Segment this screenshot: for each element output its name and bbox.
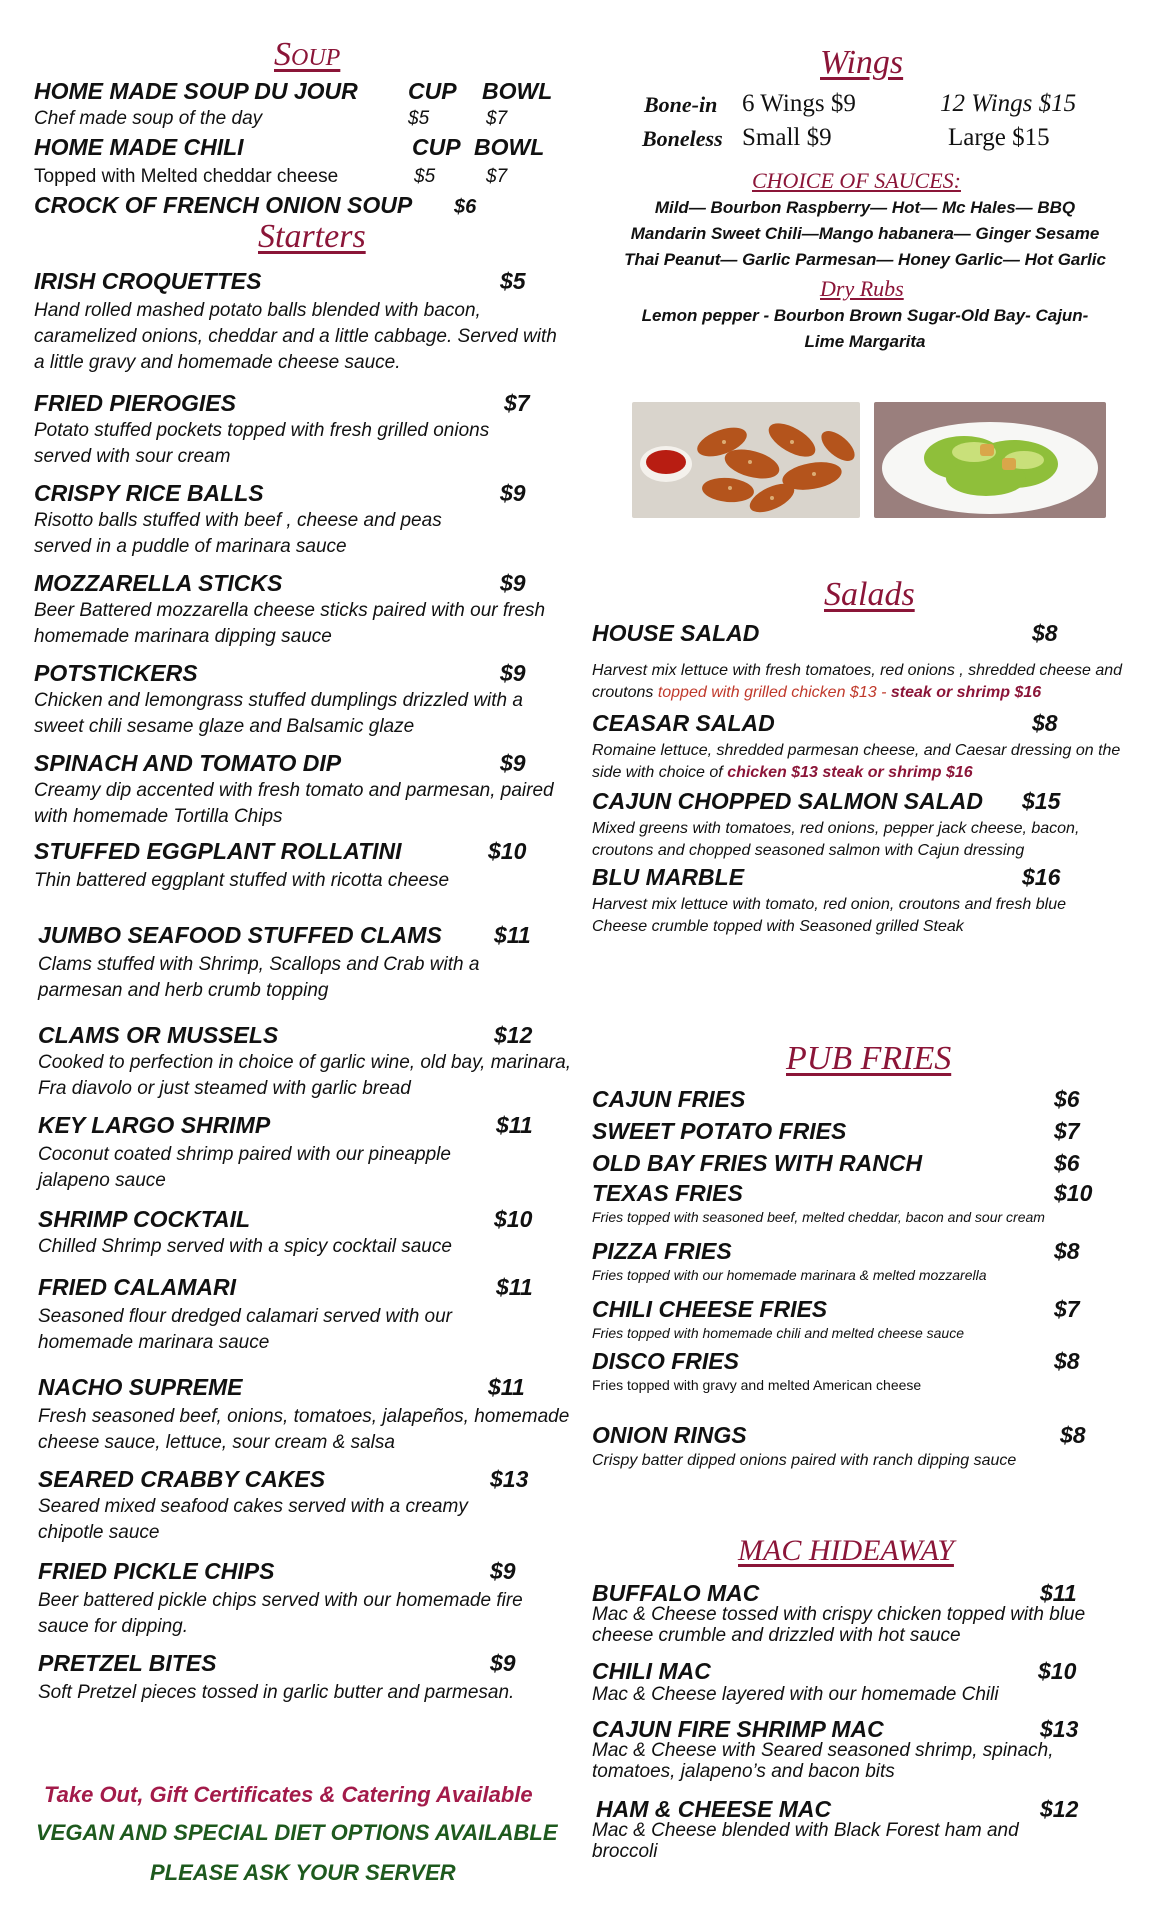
fries-title: PUB FRIES [786, 1040, 952, 1077]
rubs-line2: Lime Margarita [804, 332, 926, 351]
chili-cup-price: $5 [414, 166, 436, 187]
soup-cup-price: $5 [408, 108, 430, 129]
fries-desc: Crispy batter dipped onions paired with ranch dipping sauce [592, 1452, 1017, 1469]
mac-title: MAC HIDEAWAY [738, 1534, 954, 1567]
fries-price: $6 [1054, 1086, 1080, 1112]
starter-name: PRETZEL BITES [38, 1650, 217, 1676]
starter-price: $11 [488, 1374, 525, 1400]
mac-name: CAJUN FIRE SHRIMP MAC [592, 1716, 884, 1742]
starter-name: NACHO SUPREME [38, 1374, 243, 1400]
starter-desc: Beer Battered mozzarella cheese sticks paired with our fresh homemade marinara dipping sauce [34, 600, 546, 647]
starter-name: SHRIMP COCKTAIL [38, 1206, 251, 1232]
starter-name: CLAMS OR MUSSELS [38, 1022, 279, 1048]
sauces-line1: Mild— Bourbon Raspberry— Hot— Mc Hales— BBQ [654, 198, 1076, 217]
bonein-large: 12 Wings $15 [940, 90, 1077, 117]
starter-name: JUMBO SEAFOOD STUFFED CLAMS [38, 922, 442, 948]
starter-price: $9 [500, 570, 526, 596]
salads-title: Salads [824, 576, 915, 613]
starter-price: $9 [490, 1558, 516, 1584]
starter-price: $11 [496, 1274, 533, 1300]
fries-price: $7 [1054, 1296, 1080, 1322]
starter-price: $9 [500, 480, 526, 506]
mac-name: HAM & CHEESE MAC [596, 1796, 832, 1822]
fries-name: CAJUN FRIES [592, 1086, 746, 1112]
starter-name: IRISH CROQUETTES [34, 268, 262, 294]
mac-desc: Mac & Cheese blended with Black Forest ham and broccoli [592, 1820, 1019, 1862]
footer-ask-server: PLEASE ASK YOUR SERVER [150, 1860, 456, 1885]
salad-desc: Harvest mix lettuce with tomato, red onion, croutons and fresh blue Cheese crumble topped with Seasoned grilled Steak [592, 896, 1067, 935]
fries-name: DISCO FRIES [592, 1348, 739, 1374]
salad-name: CEASAR SALAD [592, 710, 775, 736]
rubs-title: Dry Rubs [820, 276, 904, 301]
soup-title: Soup [274, 36, 341, 73]
salad-photo [874, 402, 1106, 518]
mac-desc: Mac & Cheese with Seared seasoned shrimp, spinach, tomatoes, jalapeno’s and bacon bits [592, 1740, 1054, 1782]
fries-desc: Fries topped with gravy and melted American cheese [592, 1377, 922, 1393]
starter-desc: Soft Pretzel pieces tossed in garlic butter and parmesan. [38, 1682, 515, 1703]
salad-price: $16 [1022, 864, 1061, 890]
chili-bowl-label: BOWL [474, 134, 545, 160]
starter-desc: Risotto balls stuffed with beef , cheese and peas served in a puddle of marinara sauce [34, 510, 442, 557]
starter-price: $10 [488, 838, 527, 864]
starter-price: $7 [504, 390, 530, 416]
fries-price: $10 [1054, 1180, 1093, 1206]
bonein-small: 6 Wings $9 [742, 90, 856, 117]
starter-desc: Coconut coated shrimp paired with our pineapple jalapeno sauce [38, 1144, 451, 1191]
fries-desc: Fries topped with seasoned beef, melted cheddar, bacon and sour cream [592, 1209, 1045, 1225]
starter-price: $9 [490, 1650, 516, 1676]
mac-name: BUFFALO MAC [592, 1580, 760, 1606]
fries-name: PIZZA FRIES [592, 1238, 732, 1264]
sauces-line3: Thai Peanut— Garlic Parmesan— Honey Garlic— Hot Garlic [624, 250, 1106, 269]
mac-name: CHILI MAC [592, 1658, 711, 1684]
chili-bowl-price: $7 [486, 166, 508, 187]
starter-desc: Seared mixed seafood cakes served with a creamy chipotle sauce [38, 1496, 468, 1543]
mac-price: $12 [1040, 1796, 1079, 1822]
starter-name: SEARED CRABBY CAKES [38, 1466, 326, 1492]
starter-desc: Chicken and lemongrass stuffed dumplings drizzled with a sweet chili sesame glaze and Balsamic glaze [34, 690, 523, 737]
salad-price: $15 [1022, 788, 1061, 814]
salad-desc: Harvest mix lettuce with fresh tomatoes, red onions , shredded cheese and croutons topped with grilled chicken $13 - steak or shrimp $16 [592, 662, 1123, 701]
sauces-title: CHOICE OF SAUCES: [752, 168, 961, 193]
fries-desc: Fries topped with homemade chili and melted cheese sauce [592, 1325, 964, 1341]
starter-name: FRIED CALAMARI [38, 1274, 237, 1300]
soup-bowl-price: $7 [486, 108, 508, 129]
starter-price: $12 [494, 1022, 533, 1048]
fries-price: $6 [1054, 1150, 1080, 1176]
onion-soup-price: $6 [454, 196, 477, 218]
footer-vegan: VEGAN AND SPECIAL DIET OPTIONS AVAILABLE [36, 1820, 558, 1845]
starters-title: Starters [258, 218, 366, 255]
mac-desc: Mac & Cheese layered with our homemade Chili [592, 1684, 999, 1705]
wings-photo [632, 402, 860, 518]
starter-desc: Hand rolled mashed potato balls blended with bacon, caramelized onions, cheddar and a little cabbage. Served with a little gravy and homemade cheese sauce. [34, 300, 557, 373]
starter-price: $11 [496, 1112, 533, 1138]
fries-name: SWEET POTATO FRIES [592, 1118, 847, 1144]
chili-item-name: HOME MADE CHILI [34, 134, 244, 160]
starter-desc: Beer battered pickle chips served with our homemade fire sauce for dipping. [38, 1590, 523, 1637]
salad-name: CAJUN CHOPPED SALMON SALAD [592, 788, 984, 814]
starter-desc: Clams stuffed with Shrimp, Scallops and Crab with a parmesan and herb crumb topping [38, 954, 480, 1001]
starter-name: KEY LARGO SHRIMP [38, 1112, 271, 1138]
fries-name: ONION RINGS [592, 1422, 747, 1448]
salad-price: $8 [1032, 620, 1058, 646]
fries-price: $8 [1054, 1238, 1080, 1264]
chili-item-desc: Topped with Melted cheddar cheese [34, 166, 339, 187]
fries-price: $7 [1054, 1118, 1080, 1144]
footer-takeout: Take Out, Gift Certificates & Catering Available [44, 1782, 533, 1807]
starter-name: FRIED PICKLE CHIPS [38, 1558, 275, 1584]
soup-cup-label: CUP [408, 78, 457, 104]
wings-title: Wings [820, 44, 904, 81]
starter-desc: Fresh seasoned beef, onions, tomatoes, jalapeños, homemade cheese sauce, lettuce, sour cream & salsa [38, 1406, 570, 1453]
mac-desc: Mac & Cheese tossed with crispy chicken topped with blue cheese crumble and drizzled with hot sauce [592, 1604, 1086, 1646]
starter-desc: Seasoned flour dredged calamari served with our homemade marinara sauce [38, 1306, 453, 1353]
fries-price: $8 [1060, 1422, 1086, 1448]
rubs-line1: Lemon pepper - Bourbon Brown Sugar-Old Bay- Cajun- [641, 306, 1089, 325]
salad-name: HOUSE SALAD [592, 620, 760, 646]
sauces-line2: Mandarin Sweet Chili—Mango habanera— Ginger Sesame [630, 224, 1100, 243]
mac-price: $13 [1040, 1716, 1079, 1742]
fries-name: CHILI CHEESE FRIES [592, 1296, 828, 1322]
soup-item-name: HOME MADE SOUP DU JOUR [34, 78, 358, 104]
soup-item-desc: Chef made soup of the day [34, 108, 263, 129]
mac-price: $11 [1040, 1580, 1077, 1606]
starter-desc: Chilled Shrimp served with a spicy cocktail sauce [38, 1236, 452, 1257]
boneless-label: Boneless [642, 126, 723, 151]
salad-price: $8 [1032, 710, 1058, 736]
starter-name: POTSTICKERS [34, 660, 198, 686]
starter-price: $10 [494, 1206, 533, 1232]
salad-desc: Mixed greens with tomatoes, red onions, pepper jack cheese, bacon, croutons and chopped seasoned salmon with Cajun dressing [592, 820, 1080, 859]
starter-desc: Thin battered eggplant stuffed with ricotta cheese [34, 870, 450, 891]
starter-name: SPINACH AND TOMATO DIP [34, 750, 342, 776]
starter-price: $5 [500, 268, 526, 294]
starter-price: $11 [494, 922, 531, 948]
onion-soup-name: CROCK OF FRENCH ONION SOUP [34, 192, 413, 218]
starter-name: CRISPY RICE BALLS [34, 480, 264, 506]
starter-desc: Potato stuffed pockets topped with fresh grilled onions served with sour cream [34, 420, 490, 467]
salad-name: BLU MARBLE [592, 864, 745, 890]
fries-name: TEXAS FRIES [592, 1180, 743, 1206]
starter-price: $9 [500, 660, 526, 686]
starter-name: STUFFED EGGPLANT ROLLATINI [34, 838, 402, 864]
starter-price: $9 [500, 750, 526, 776]
boneless-large: Large $15 [948, 124, 1050, 151]
mac-price: $10 [1038, 1658, 1077, 1684]
starter-desc: Cooked to perfection in choice of garlic wine, old bay, marinara, Fra diavolo or just steamed with garlic bread [38, 1052, 571, 1099]
soup-bowl-label: BOWL [482, 78, 553, 104]
fries-price: $8 [1054, 1348, 1080, 1374]
bonein-label: Bone-in [644, 92, 718, 117]
starter-name: FRIED PIEROGIES [34, 390, 236, 416]
starter-price: $13 [490, 1466, 529, 1492]
salad-desc: Romaine lettuce, shredded parmesan cheese, and Caesar dressing on the side with choice of chicken $13 steak or shrimp $16 [592, 742, 1121, 781]
starter-name: MOZZARELLA STICKS [34, 570, 283, 596]
fries-desc: Fries topped with our homemade marinara & melted mozzarella [592, 1267, 987, 1283]
fries-name: OLD BAY FRIES WITH RANCH [592, 1150, 923, 1176]
starter-desc: Creamy dip accented with fresh tomato and parmesan, paired with homemade Tortilla Chips [34, 780, 554, 827]
chili-cup-label: CUP [412, 134, 461, 160]
boneless-small: Small $9 [742, 124, 832, 151]
